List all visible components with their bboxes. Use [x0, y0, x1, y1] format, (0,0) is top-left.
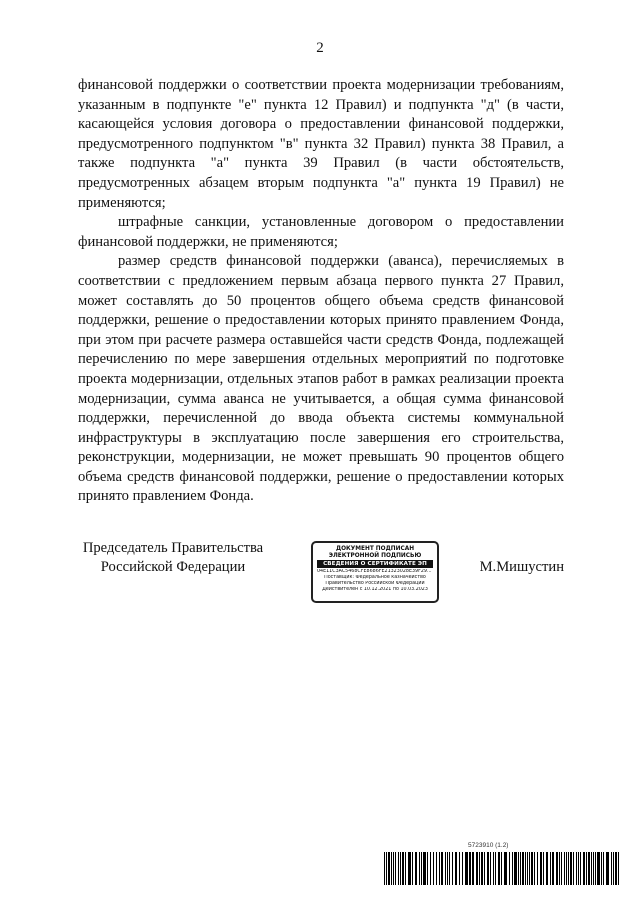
barcode-bar [580, 852, 581, 885]
barcode-bar [578, 852, 579, 885]
barcode-bar [512, 852, 513, 885]
barcode-bar [550, 852, 551, 885]
barcode-bar [445, 852, 446, 885]
barcode-bar [452, 852, 453, 885]
barcode-bar [518, 852, 519, 885]
barcode-bar [583, 852, 585, 885]
barcode-bar [487, 852, 489, 885]
barcode-bar [405, 852, 406, 885]
barcode-bar [398, 852, 399, 885]
barcode-bar [400, 852, 401, 885]
signatory-position-line1: Председатель Правительства [82, 540, 264, 556]
stamp-certificate-number: 04E11C3AC5468CFE8686FE21323028E39F29... [317, 569, 432, 575]
barcode-bar [531, 852, 533, 885]
barcode-bar [391, 852, 392, 885]
barcode-bar [618, 852, 619, 885]
barcode-bar [455, 852, 457, 885]
barcode-bar [388, 852, 390, 885]
barcode-bar [423, 852, 426, 885]
barcode-bar [447, 852, 448, 885]
barcode-bar [546, 852, 548, 885]
barcode-bar [481, 852, 483, 885]
barcode-bar [613, 852, 614, 885]
barcode-bar [501, 852, 502, 885]
barcode-bar [469, 852, 471, 885]
barcode-bar [498, 852, 500, 885]
signatory-position-line2: Российской Федерации [100, 559, 246, 575]
barcode-bar [415, 852, 417, 885]
barcode-bar [408, 852, 411, 885]
barcode-bar [529, 852, 530, 885]
stamp-title-line2: ЭЛЕКТРОННОЙ ПОДПИСЬЮ [328, 552, 422, 559]
signatory-position [78, 539, 268, 577]
barcode-bar [436, 852, 437, 885]
stamp-title [313, 546, 437, 559]
barcode-bar [430, 852, 431, 885]
barcode-bar [603, 852, 604, 885]
barcode-bar [591, 852, 592, 885]
barcode-bar [449, 852, 450, 885]
barcode-bar [412, 852, 413, 885]
barcode-bar [393, 852, 394, 885]
barcode-bar [525, 852, 526, 885]
barcode-bar [597, 852, 600, 885]
paragraph-continued: финансовой поддержки о соответствии проекта модернизации требованиям, указанным в подпункте "е" пункта 12 Правил) и подпункта "д" (в части, касающейся условия договора о предоставлении финансовой поддержки, предусмотренного подпунктом "в" пункта 32 Правил) пункта 38 Правил, а также подпункта "а" пункта 39 Правил (в части обстоятельств, предусмотренных абзацем вторым подпункта "а" пункта 19 Правил) не применяются; [78, 77, 564, 211]
barcode-bar [606, 852, 609, 885]
barcode-bar [576, 852, 577, 885]
barcode-bar [595, 852, 596, 885]
barcode-bar [433, 852, 434, 885]
barcode-bar [570, 852, 572, 885]
barcode-bar [441, 852, 443, 885]
barcode-bar [386, 852, 387, 885]
barcode-bar [484, 852, 485, 885]
barcode-bar [395, 852, 396, 885]
barcode-bar [514, 852, 517, 885]
barcode-bar [559, 852, 560, 885]
barcode-bar [476, 852, 478, 885]
barcode-bar [384, 852, 385, 885]
signatory-name: М.Мишустин [479, 559, 564, 575]
barcode-bar [520, 852, 521, 885]
stamp-validity: Действителен с 10.12.2021 по 10.03.2023 [322, 587, 428, 593]
barcode-bar [615, 852, 617, 885]
stamp-certificate-header: СВЕДЕНИЯ О СЕРТИФИКАТЕ ЭП [317, 560, 433, 568]
barcode-bar [573, 852, 574, 885]
document-barcode [383, 852, 623, 885]
barcode-bar [537, 852, 538, 885]
barcode-bar [472, 852, 474, 885]
stamp-issuer-line1: Поставщик: Федеральное казначейство [324, 575, 426, 581]
barcode-bar [419, 852, 420, 885]
barcode-bar [601, 852, 602, 885]
barcode-bar [479, 852, 480, 885]
barcode-bar [495, 852, 496, 885]
stamp-issuer-line2: Правительство Российской Федерации [325, 581, 425, 587]
barcode-bar [593, 852, 594, 885]
paragraph-penalties: штрафные санкции, установленные договором о предоставлении финансовой поддержки, не применяются; [78, 214, 564, 250]
barcode-bar [611, 852, 612, 885]
barcode-bar [462, 852, 463, 885]
barcode-bar [504, 852, 507, 885]
barcode-bar [522, 852, 524, 885]
barcode-bar [490, 852, 491, 885]
document-body [78, 76, 564, 507]
barcode-bar [527, 852, 528, 885]
barcode-bar [427, 852, 428, 885]
barcode-bar [421, 852, 422, 885]
paragraph-advance: размер средств финансовой поддержки (аванса), перечисляемых в соответствии с предложением первым абзаца первого пункта 27 Правил, может составлять до 50 процентов общего объема средств финансовой поддержки, решение о предоставлении которых принято правлением Фонда, при этом при расчете размера оставшейся части средств Фонда, подлежащей перечислению по мере завершения отдельных мероприятий по подготовке проекта модернизации, отдельных этапов работ в рамках реализации проекта модернизации, сумма аванса не учитывается, а общая сумма финансовой поддержки, перечисленной до ввода объекта системы коммунальной инфраструктуры в эксплуатацию после завершения его строительства, реконструкции, модернизации, не может превышать 90 процентов общего объема средств финансовой поддержки, решение о предоставлении которых принято правлением Фонда. [78, 253, 564, 505]
barcode-bar [402, 852, 404, 885]
barcode-bar [543, 852, 544, 885]
barcode-bar [564, 852, 565, 885]
barcode-bar [568, 852, 569, 885]
barcode-bar [588, 852, 590, 885]
barcode-bar [465, 852, 468, 885]
barcode-bar [459, 852, 460, 885]
barcode-bar [566, 852, 567, 885]
barcode-bar [493, 852, 494, 885]
barcode-bar [561, 852, 562, 885]
barcode-bar [586, 852, 587, 885]
barcode-bar [552, 852, 554, 885]
document-code: 5723910 (1.2) [468, 842, 509, 849]
electronic-signature-stamp [311, 541, 439, 603]
page-number: 2 [316, 40, 324, 56]
barcode-bar [540, 852, 542, 885]
barcode-bar [439, 852, 440, 885]
barcode-bar [556, 852, 558, 885]
barcode-bar [509, 852, 510, 885]
barcode-bar [534, 852, 535, 885]
stamp-title-line1: ДОКУМЕНТ ПОДПИСАН [335, 546, 415, 552]
